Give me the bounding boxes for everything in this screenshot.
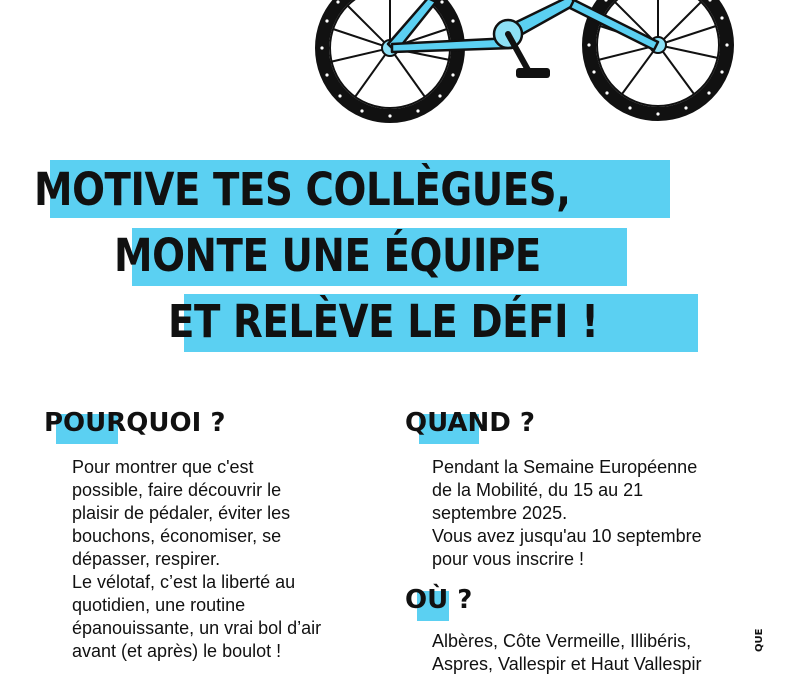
text-line: Vous avez jusqu'au 10 septembre xyxy=(432,526,702,546)
text-line: avant (et après) le boulot ! xyxy=(72,641,282,661)
ou-heading xyxy=(405,585,472,615)
headline-line-2: MONTE UNE ÉQUIPE xyxy=(114,229,541,282)
text-line: Pendant la Semaine Européenne xyxy=(432,457,698,477)
text-line: possible, faire découvrir le xyxy=(72,480,282,500)
headline-line-3: ET RELÈVE LE DÉFI ! xyxy=(168,295,599,348)
text-line: Aspres, Vallespir et Haut Vallespir xyxy=(432,654,702,674)
pourquoi-title: POURQUOI ? xyxy=(44,408,226,438)
text-line: quotidien, une routine xyxy=(72,595,246,615)
headline-line-1: MOTIVE TES COLLÈGUES, xyxy=(34,163,571,216)
side-label: QUE xyxy=(754,628,765,652)
bicycle-illustration xyxy=(0,0,800,130)
text-line: de la Mobilité, du 15 au 21 xyxy=(432,480,644,500)
text-line: Pour montrer que c'est xyxy=(72,457,254,477)
bicycle-frame xyxy=(388,0,658,52)
text-line: épanouissante, un vrai bol d’air xyxy=(72,618,322,638)
text-line: septembre 2025. xyxy=(432,503,568,523)
text-line: Le vélotaf, c’est la liberté au xyxy=(72,572,296,592)
text-line: bouchons, économiser, se xyxy=(72,526,282,546)
rear-wheel xyxy=(322,0,458,116)
ou-title: OÙ ? xyxy=(405,585,473,615)
text-line: dépasser, respirer. xyxy=(72,549,221,569)
ou-text xyxy=(432,630,701,676)
quand-heading xyxy=(405,408,535,438)
quand-title: QUAND ? xyxy=(405,408,536,438)
pourquoi-text xyxy=(72,456,321,663)
quand-text xyxy=(432,456,702,571)
text-line: pour vous inscrire ! xyxy=(432,549,585,569)
text-line: plaisir de pédaler, éviter les xyxy=(72,503,291,523)
text-line: Albères, Côte Vermeille, Illibéris, xyxy=(432,631,692,651)
pourquoi-heading xyxy=(44,408,225,438)
